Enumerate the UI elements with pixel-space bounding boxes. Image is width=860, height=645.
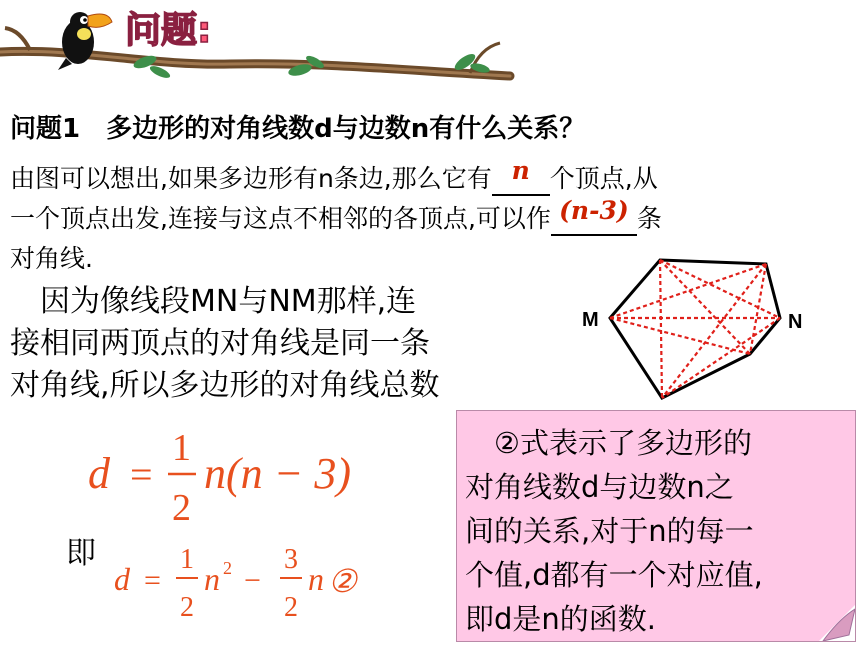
ji-label: 即: [66, 536, 96, 571]
toucan-icon: [58, 12, 112, 70]
note-box: [456, 410, 856, 642]
formula-2-num1: 1: [180, 544, 194, 575]
formula-2-den2: 2: [284, 592, 298, 623]
formula-2-t2: n: [308, 561, 324, 597]
para-line-2: 接相同两顶点的对角线是同一条: [10, 326, 430, 361]
para-line-3: 对角线,所以多边形的对角线总数: [10, 368, 440, 403]
formula-1-rest: n(n − 3): [204, 449, 351, 498]
polygon-figure: [574, 250, 814, 410]
formula-2-den1: 2: [180, 592, 194, 623]
formula-2-exp: 2: [223, 558, 232, 578]
note-line-4: 个值,d都有一个对应值,: [465, 558, 763, 592]
note-line-5: 即d是n的函数.: [465, 602, 657, 636]
diagonals: [610, 260, 780, 398]
formula-1-lhs: d: [88, 449, 110, 498]
note-line-1: ②式表示了多边形的: [465, 426, 752, 460]
note-line-2: 对角线数d与边数n之: [465, 470, 734, 504]
vertex-label-n: N: [788, 311, 803, 333]
q1-line-3: 对角线.: [10, 244, 93, 273]
q1-line-1-text-a: 由图可以想出,如果多边形有n条边,那么它有: [10, 164, 492, 193]
answer-blank-n: [492, 156, 550, 196]
q1-line-2-text-a: 一个顶点出发,连接与这点不相邻的各顶点,可以作: [10, 204, 551, 233]
note-line-3: 间的关系,对于n的每一: [465, 514, 754, 548]
q1-line-2: [10, 196, 662, 236]
formula-2-t1: n: [204, 561, 220, 597]
formula-1-eq: =: [130, 452, 153, 497]
page-fold-icon: [819, 605, 855, 641]
formula-2-eq: =: [144, 564, 161, 597]
formula-1-num: 1: [172, 427, 191, 469]
formula-2: [108, 536, 408, 636]
q1-line-1-text-b: 个顶点,从: [549, 164, 658, 193]
vertex-label-m: M: [582, 309, 599, 331]
banner-title: 问题:: [125, 10, 212, 51]
para-line-1: 因为像线段MN与NM那样,连: [10, 284, 417, 319]
formula-1-den: 2: [172, 487, 191, 529]
formula-2-num2: 3: [284, 544, 298, 575]
answer-n-minus-3: (n-3): [559, 196, 629, 225]
question-1-title: 问题1 多边形的对角线数d与边数n有什么关系？: [10, 114, 586, 144]
branch-banner: [0, 0, 520, 100]
q1-line-1: [10, 156, 658, 196]
q1-line-2-text-b: 条: [636, 204, 662, 233]
note-text: [465, 421, 853, 641]
formula-2-minus: −: [244, 564, 261, 597]
answer-n: n: [511, 156, 530, 185]
formula-2-mark: ②: [328, 563, 357, 599]
answer-blank-n-minus-3: [551, 196, 637, 236]
formula-1: [80, 420, 380, 530]
formula-2-lhs: d: [114, 561, 130, 597]
